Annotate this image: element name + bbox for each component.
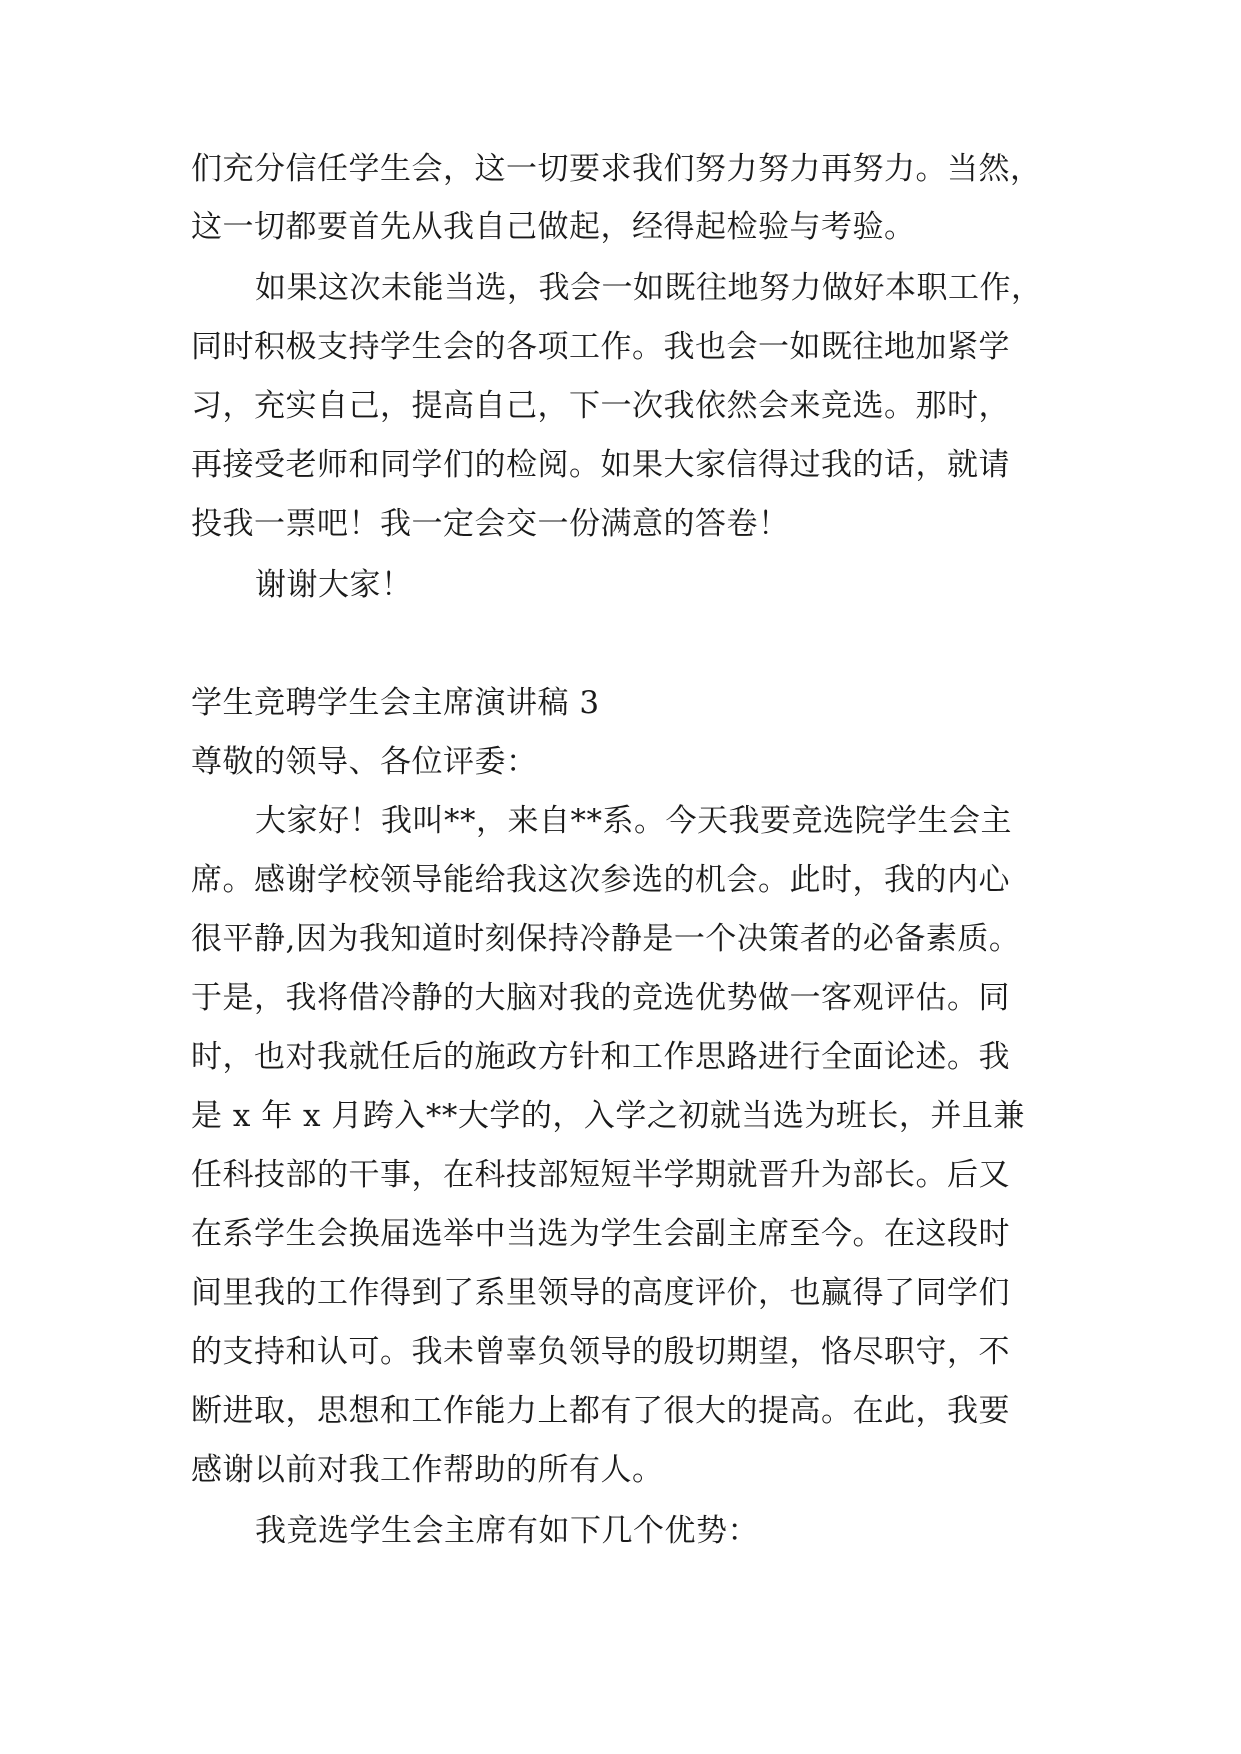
paragraph-line: 们充分信任学生会，这一切要求我们努力努力再努力。当然， [191,151,1042,187]
section-title: 学生竞聘学生会主席演讲稿 3 [191,685,600,721]
paragraph-line: 于是，我将借冷静的大脑对我的竞选优势做一客观评估。同 [191,980,1010,1016]
paragraph-line: 投我一票吧！我一定会交一份满意的答卷！ [191,506,790,542]
paragraph-line: 大家好！我叫**，来自**系。今天我要竞选院学生会主 [255,803,1012,839]
paragraph-line: 任科技部的干事，在科技部短短半学期就晋升为部长。后又 [191,1157,1010,1193]
paragraph-line: 时，也对我就任后的施政方针和工作思路进行全面论述。我 [191,1039,1010,1075]
paragraph-line: 很平静,因为我知道时刻保持冷静是一个决策者的必备素质。 [191,921,1021,957]
paragraph-line: 这一切都要首先从我自己做起，经得起检验与考验。 [191,209,916,245]
paragraph-line: 席。感谢学校领导能给我这次参选的机会。此时，我的内心 [191,862,1010,898]
paragraph-line: 在系学生会换届选举中当选为学生会副主席至今。在这段时 [191,1216,1010,1252]
paragraph-line: 再接受老师和同学们的检阅。如果大家信得过我的话，就请 [191,447,1010,483]
paragraph-line: 如果这次未能当选，我会一如既往地努力做好本职工作， [255,270,1043,306]
paragraph-line: 间里我的工作得到了系里领导的高度评价，也赢得了同学们 [191,1275,1010,1311]
paragraph-line: 同时积极支持学生会的各项工作。我也会一如既往地加紧学 [191,329,1010,365]
paragraph-line: 的支持和认可。我未曾辜负领导的殷切期望，恪尽职守，不 [191,1334,1010,1370]
paragraph-line: 断进取，思想和工作能力上都有了很大的提高。在此，我要 [191,1393,1010,1429]
salutation: 尊敬的领导、各位评委： [191,744,538,780]
paragraph-line: 习，充实自己，提高自己，下一次我依然会来竞选。那时， [191,388,1010,424]
paragraph-line: 是 x 年 x 月跨入**大学的，入学之初就当选为班长，并且兼 [191,1098,1025,1134]
paragraph-line: 感谢以前对我工作帮助的所有人。 [191,1452,664,1488]
paragraph-line: 谢谢大家！ [255,567,413,603]
paragraph-line: 我竞选学生会主席有如下几个优势： [255,1513,759,1549]
